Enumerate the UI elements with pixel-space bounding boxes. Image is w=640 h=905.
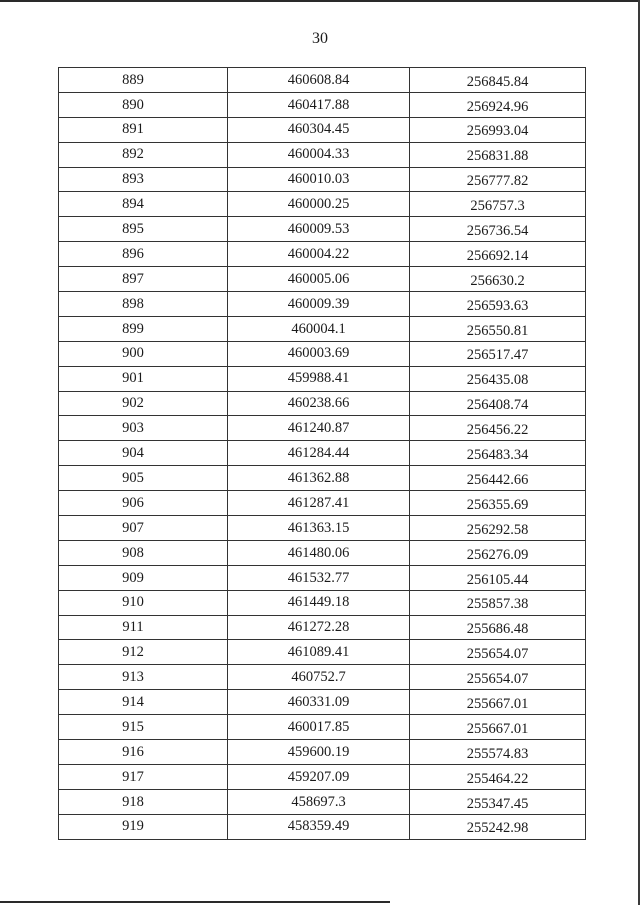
point-number-cell: 891	[59, 117, 228, 142]
point-number-cell: 910	[59, 590, 228, 615]
y-coordinate-cell: 256355.69	[410, 491, 586, 516]
x-coordinate-cell: 460304.45	[228, 117, 410, 142]
point-number-cell: 892	[59, 142, 228, 167]
table-row	[59, 142, 586, 167]
table-row	[59, 68, 586, 93]
point-number-cell: 914	[59, 690, 228, 715]
table-row	[59, 441, 586, 466]
y-coordinate-cell: 256845.84	[410, 68, 586, 93]
table-row	[59, 789, 586, 814]
y-coordinate-cell: 256456.22	[410, 416, 586, 441]
y-coordinate-cell: 255667.01	[410, 690, 586, 715]
y-coordinate-cell: 256736.54	[410, 217, 586, 242]
y-coordinate-cell: 256630.2	[410, 267, 586, 292]
x-coordinate-cell: 459207.09	[228, 764, 410, 789]
y-coordinate-cell: 255242.98	[410, 814, 586, 839]
x-coordinate-cell: 460238.66	[228, 391, 410, 416]
x-coordinate-cell: 459988.41	[228, 366, 410, 391]
table-row	[59, 267, 586, 292]
table-row	[59, 92, 586, 117]
y-coordinate-cell: 256408.74	[410, 391, 586, 416]
table-row	[59, 366, 586, 391]
x-coordinate-cell: 461284.44	[228, 441, 410, 466]
x-coordinate-cell: 461240.87	[228, 416, 410, 441]
table-row	[59, 167, 586, 192]
y-coordinate-cell: 256105.44	[410, 565, 586, 590]
x-coordinate-cell: 458359.49	[228, 814, 410, 839]
point-number-cell: 902	[59, 391, 228, 416]
x-coordinate-cell: 460004.1	[228, 316, 410, 341]
x-coordinate-cell: 460009.53	[228, 217, 410, 242]
table-row	[59, 391, 586, 416]
x-coordinate-cell: 460000.25	[228, 192, 410, 217]
y-coordinate-cell: 255686.48	[410, 615, 586, 640]
x-coordinate-cell: 460331.09	[228, 690, 410, 715]
coordinates-table-body	[59, 68, 586, 840]
x-coordinate-cell: 459600.19	[228, 740, 410, 765]
x-coordinate-cell: 461362.88	[228, 466, 410, 491]
y-coordinate-cell: 255464.22	[410, 764, 586, 789]
x-coordinate-cell: 460009.39	[228, 292, 410, 317]
y-coordinate-cell: 256442.66	[410, 466, 586, 491]
x-coordinate-cell: 460004.22	[228, 242, 410, 267]
table-row	[59, 665, 586, 690]
table-row	[59, 740, 586, 765]
table-row	[59, 640, 586, 665]
y-coordinate-cell: 256692.14	[410, 242, 586, 267]
table-row	[59, 217, 586, 242]
table-row	[59, 466, 586, 491]
table-row	[59, 590, 586, 615]
point-number-cell: 899	[59, 316, 228, 341]
point-number-cell: 890	[59, 92, 228, 117]
x-coordinate-cell: 460003.69	[228, 341, 410, 366]
point-number-cell: 901	[59, 366, 228, 391]
x-coordinate-cell: 460005.06	[228, 267, 410, 292]
table-row	[59, 814, 586, 839]
coordinates-table	[58, 67, 586, 840]
table-row	[59, 192, 586, 217]
x-coordinate-cell: 460004.33	[228, 142, 410, 167]
x-coordinate-cell: 461480.06	[228, 540, 410, 565]
table-row	[59, 540, 586, 565]
y-coordinate-cell: 255347.45	[410, 789, 586, 814]
point-number-cell: 917	[59, 764, 228, 789]
y-coordinate-cell: 256757.3	[410, 192, 586, 217]
y-coordinate-cell: 255667.01	[410, 715, 586, 740]
y-coordinate-cell: 255574.83	[410, 740, 586, 765]
point-number-cell: 906	[59, 491, 228, 516]
point-number-cell: 919	[59, 814, 228, 839]
point-number-cell: 918	[59, 789, 228, 814]
point-number-cell: 903	[59, 416, 228, 441]
point-number-cell: 896	[59, 242, 228, 267]
y-coordinate-cell: 255654.07	[410, 640, 586, 665]
table-row	[59, 491, 586, 516]
point-number-cell: 898	[59, 292, 228, 317]
point-number-cell: 909	[59, 565, 228, 590]
x-coordinate-cell: 461272.28	[228, 615, 410, 640]
y-coordinate-cell: 256435.08	[410, 366, 586, 391]
point-number-cell: 908	[59, 540, 228, 565]
point-number-cell: 894	[59, 192, 228, 217]
table-row	[59, 764, 586, 789]
point-number-cell: 900	[59, 341, 228, 366]
point-number-cell: 907	[59, 516, 228, 541]
y-coordinate-cell: 256550.81	[410, 316, 586, 341]
x-coordinate-cell: 458697.3	[228, 789, 410, 814]
x-coordinate-cell: 460417.88	[228, 92, 410, 117]
point-number-cell: 897	[59, 267, 228, 292]
table-row	[59, 516, 586, 541]
point-number-cell: 893	[59, 167, 228, 192]
x-coordinate-cell: 461532.77	[228, 565, 410, 590]
table-row	[59, 341, 586, 366]
table-row	[59, 690, 586, 715]
y-coordinate-cell: 255857.38	[410, 590, 586, 615]
y-coordinate-cell: 256777.82	[410, 167, 586, 192]
y-coordinate-cell: 256831.88	[410, 142, 586, 167]
point-number-cell: 911	[59, 615, 228, 640]
point-number-cell: 913	[59, 665, 228, 690]
point-number-cell: 915	[59, 715, 228, 740]
table-row	[59, 715, 586, 740]
point-number-cell: 889	[59, 68, 228, 93]
table-row	[59, 416, 586, 441]
y-coordinate-cell: 256276.09	[410, 540, 586, 565]
y-coordinate-cell: 256593.63	[410, 292, 586, 317]
point-number-cell: 904	[59, 441, 228, 466]
point-number-cell: 895	[59, 217, 228, 242]
y-coordinate-cell: 256924.96	[410, 92, 586, 117]
x-coordinate-cell: 460017.85	[228, 715, 410, 740]
y-coordinate-cell: 256517.47	[410, 341, 586, 366]
point-number-cell: 912	[59, 640, 228, 665]
x-coordinate-cell: 460608.84	[228, 68, 410, 93]
y-coordinate-cell: 256292.58	[410, 516, 586, 541]
x-coordinate-cell: 461287.41	[228, 491, 410, 516]
x-coordinate-cell: 460752.7	[228, 665, 410, 690]
table-row	[59, 242, 586, 267]
table-row	[59, 615, 586, 640]
y-coordinate-cell: 256483.34	[410, 441, 586, 466]
point-number-cell: 905	[59, 466, 228, 491]
table-row	[59, 565, 586, 590]
y-coordinate-cell: 255654.07	[410, 665, 586, 690]
x-coordinate-cell: 461449.18	[228, 590, 410, 615]
table-row	[59, 117, 586, 142]
x-coordinate-cell: 460010.03	[228, 167, 410, 192]
y-coordinate-cell: 256993.04	[410, 117, 586, 142]
scan-border-bottom	[0, 901, 390, 903]
point-number-cell: 916	[59, 740, 228, 765]
x-coordinate-cell: 461089.41	[228, 640, 410, 665]
scan-border-top	[0, 0, 640, 2]
x-coordinate-cell: 461363.15	[228, 516, 410, 541]
table-row	[59, 316, 586, 341]
page-number: 30	[312, 30, 328, 47]
table-row	[59, 292, 586, 317]
